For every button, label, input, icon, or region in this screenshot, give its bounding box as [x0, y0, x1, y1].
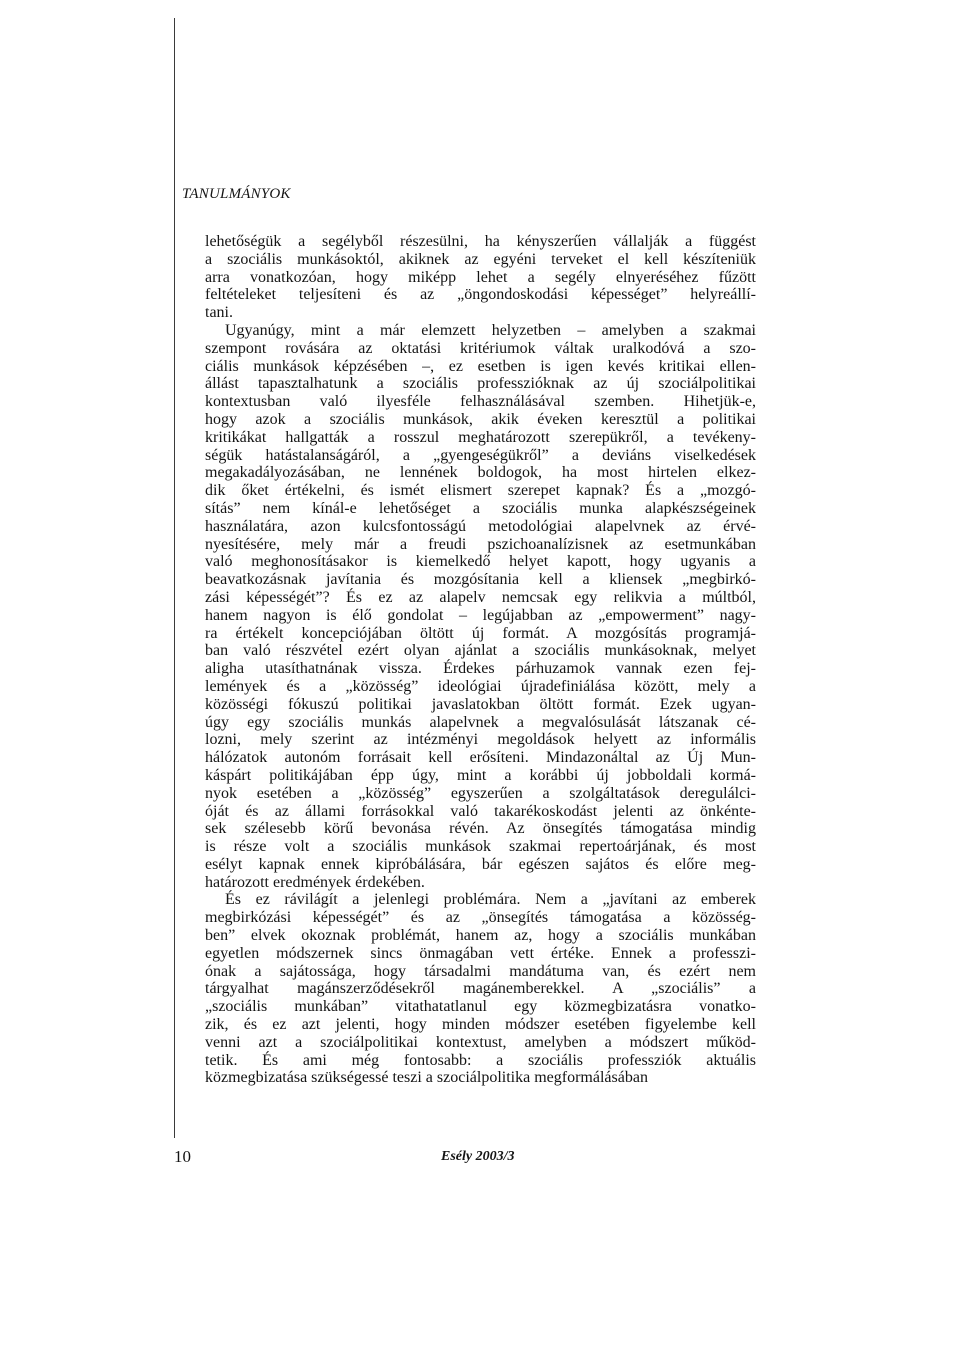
- text-line: megakadályozásában, ne lennének boldogok, ha most hirtelen elkez-: [205, 464, 756, 482]
- text-line: ra értékelt koncepciójában öltött új formát. A mozgósítás programjá-: [205, 624, 756, 642]
- text-line: venni azt a szociálpolitikai kontextust, amelyben a módszert működ-: [205, 1033, 756, 1051]
- text-line: arra vonatkozóan, hogy miképp lehet a segély elnyeréséhez fűzött: [205, 268, 756, 286]
- text-line: is része volt a szociális munkások szakmai repertoárjának, és most: [205, 838, 756, 856]
- text-line: aligha utasíthatnának vissza. Érdekes párhuzamok vannak ezen fej-: [205, 660, 756, 678]
- text-line: hanem nagyon is élő gondolat – legújabban az „empowerment” nagy-: [205, 606, 756, 624]
- text-line: ségük hatástalanságáról, a „gyengeségükről” a deviáns viselkedések: [205, 446, 756, 464]
- margin-rule: [174, 18, 175, 1138]
- text-line: szempont rovására az oktatási kritériumok váltak uralkodóvá a szo-: [205, 339, 756, 357]
- text-line: nyesítésére, mely már a freudi pszichoanalízisnek az esetmunkában: [205, 535, 756, 553]
- text-line: a szociális munkásoktól, akiknek az egyéni terveket el kell készíteniük: [205, 250, 756, 268]
- text-line: esélyt kapnak ennek kipróbálására, bár egészen sajátos és előre meg-: [205, 855, 756, 873]
- text-line: állást tapasztalhatunk a szociális professzióknak az új szociálpolitikai: [205, 375, 756, 393]
- text-line: tani.: [205, 304, 233, 322]
- text-line: sek szélesebb körű bevonása révén. Az önsegítés támogatása mindig: [205, 820, 756, 838]
- text-line: nyok esetében a „közösség” egyszerűen a szolgáltatások deregulálci-: [205, 784, 756, 802]
- page-number: 10: [174, 1147, 191, 1166]
- article-body: [205, 233, 756, 1087]
- text-line: kontextusban való ilyesféle felhasználásával szemben. Hihetjük-e,: [205, 393, 756, 411]
- text-line: „szociális munkában” vitathatatlanul egy közmegbizatásra vonatko-: [205, 998, 756, 1016]
- text-line: határozott eredmények érdekében.: [205, 873, 425, 891]
- text-line: kritikákat hallgatták a rosszul meghatározott szerepükről, a tevékeny-: [205, 428, 756, 446]
- text-line: lozni, mely szerint az intézményi megoldások helyett az informális: [205, 731, 756, 749]
- text-line: tárgyalhat magánszerződésekről magánemberekkel. A „szociális” a: [205, 980, 756, 998]
- text-line: hálózatok autonóm forrásait kell erősíteni. Mindazonáltal az Új Mun-: [205, 749, 756, 767]
- text-line: sítás” nem kínál-e lehetőséget a szociális munka alapkészségeinek: [205, 499, 756, 517]
- text-line: egyetlen módszernek sincs önmagában vett értéke. Ennek a professzi-: [205, 944, 756, 962]
- text-line: használatára, azon kulcsfontosságú metodológiai alapelvnek az érvé-: [205, 517, 756, 535]
- text-line: Ugyanúgy, mint a már elemzett helyzetben – amelyben a szakmai: [225, 321, 756, 339]
- paragraph: [205, 322, 756, 892]
- text-line: dik őket értékelni, és ismét elismert szerepet kapnak? És a „mozgó-: [205, 482, 756, 500]
- journal-footer: Esély 2003/3: [441, 1149, 515, 1164]
- text-line: ben” elvek okoznak problémát, hanem az, hogy a szociális munkában: [205, 927, 756, 945]
- text-line: lemények és a „közösség” ideológiai újradefiniálása között, mely a: [205, 677, 756, 695]
- text-line: beavatkozásnak javítania és mozgósítania kell a kliensek „megbirkó-: [205, 571, 756, 589]
- text-line: való meghonosításakor is kiemelkedő helyet kapott, hogy ugyanis a: [205, 553, 756, 571]
- section-label: TANULMÁNYOK: [182, 186, 291, 202]
- text-line: úgy egy szociális munkás alapelvnek a megvalósulását látszanak cé-: [205, 713, 756, 731]
- text-line: megbirkózási képességét” és az „önsegítés támogatása a közösség-: [205, 909, 756, 927]
- paragraph: [205, 891, 756, 1087]
- text-line: zik, és ez azt jelenti, hogy minden módszer esetében figyelembe kell: [205, 1016, 756, 1034]
- text-line: közmegbizatása szükségessé teszi a szociálpolitika megformálásában: [205, 1069, 648, 1087]
- text-line: tetik. És ami még fontosabb: a szociális professziók aktuális: [205, 1051, 756, 1069]
- text-line: ban való részvétel ezért olyan ajánlat a szociális munkásoknak, melyet: [205, 642, 756, 660]
- text-line: feltételeket teljesíteni és az „öngondoskodási képességet” helyreállí-: [205, 286, 756, 304]
- text-line: ónak a sajátossága, hogy társadalmi mandátuma van, és ezért nem: [205, 962, 756, 980]
- text-line: lehetőségük a segélyből részesülni, ha kényszerűen vállalják a függést: [205, 233, 756, 250]
- text-line: óját és az állami forrásokkal való takarékoskodást jelenti az önkénte-: [205, 802, 756, 820]
- paragraph: [205, 233, 756, 322]
- text-line: És ez rávilágít a jelenlegi problémára. Nem a „javítani az emberek: [225, 891, 756, 909]
- text-line: közösségi fókuszú politikai javaslatokban öltött formát. Ezek ugyan-: [205, 695, 756, 713]
- text-line: zási képességét”? És ez az alapelv nemcsak egy relikvia a múltból,: [205, 588, 756, 606]
- text-line: ciális munkások képzésében –, ez esetben is igen kevés kritikai ellen-: [205, 357, 756, 375]
- text-line: káspárt politikájában épp úgy, mint a korábbi új jobboldali kormá-: [205, 766, 756, 784]
- text-line: hogy azok a szociális munkások, akik éveken keresztül a politikai: [205, 410, 756, 428]
